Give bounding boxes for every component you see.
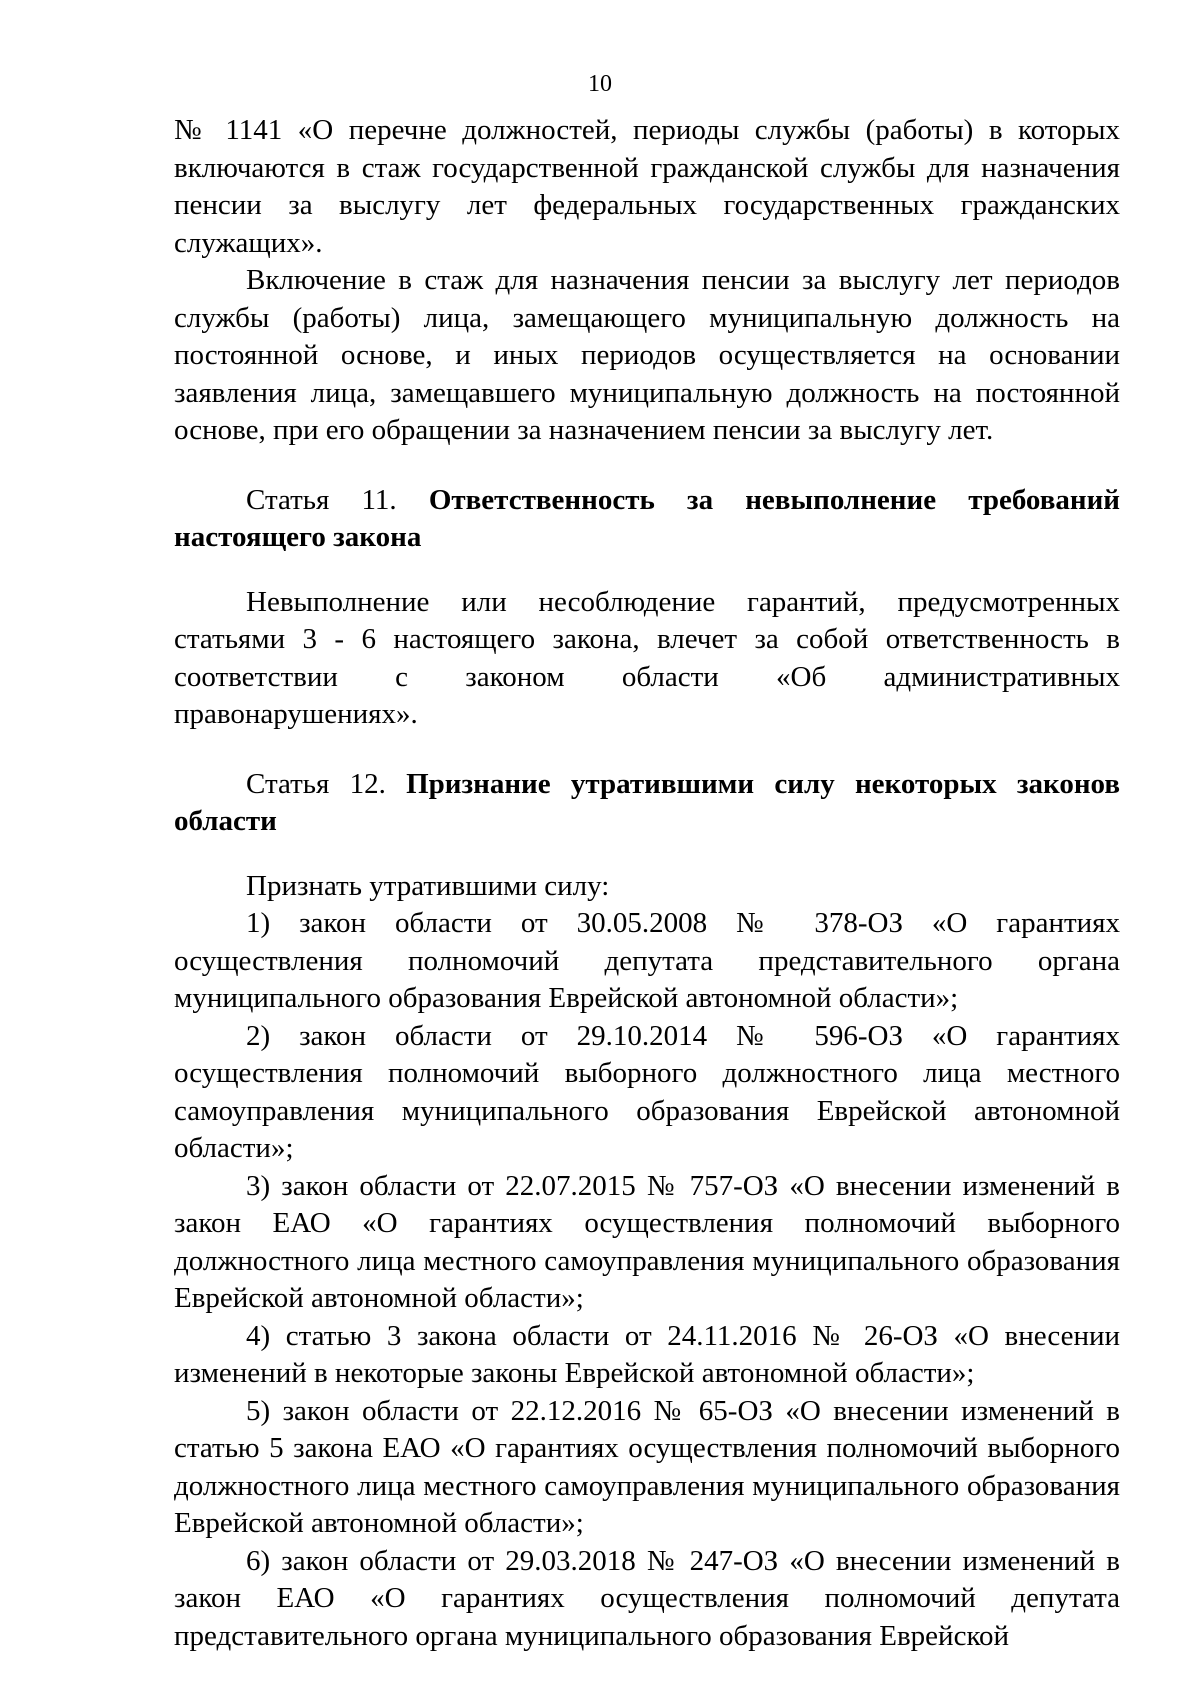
article-11-prefix: Статья 11. — [246, 483, 397, 516]
repealed-law-item-1: 1) закон области от 30.05.2008 № 378-ОЗ «О гарантиях осуществления полномочий депутата представительного органа муниципального образования Еврейской автономной области»; — [174, 907, 1120, 1014]
page-number: 10 — [588, 71, 612, 97]
article-12-heading — [174, 766, 1120, 841]
article-12-intro: Признать утратившими силу: — [246, 869, 610, 902]
repealed-law-item-5: 5) закон области от 22.12.2016 № 65-ОЗ «О внесении изменений в статью 5 закона ЕАО «О гарантиях осуществления полномочий выборного должностного лица местного самоуправления муниципального образования Еврейской автономной области»; — [174, 1394, 1120, 1539]
repealed-law-item-2: 2) закон области от 29.10.2014 № 596-ОЗ «О гарантиях осуществления полномочий выборного должностного лица местного самоуправления муниципального образования Еврейской автономной области»; — [174, 1019, 1120, 1164]
article-12-title: Признание утратившими силу некоторых законов области — [174, 767, 1120, 837]
article-11-title: Ответственность за невыполнение требований настоящего закона — [174, 483, 1121, 553]
paragraph-continuation: № 1141 «О перечне должностей, периоды службы (работы) в которых включаются в стаж государственной гражданской службы для назначения пенсии за выслугу лет федеральных государственных гражданских служащих». — [174, 114, 1120, 259]
article-11-heading — [174, 482, 1120, 557]
article-12-prefix: Статья 12. — [246, 767, 386, 800]
repealed-law-item-4: 4) статью 3 закона области от 24.11.2016 № 26-ОЗ «О внесении изменений в некоторые законы Еврейской автономной области»; — [174, 1319, 1120, 1389]
document-body — [174, 112, 1120, 1655]
article-11-body: Невыполнение или несоблюдение гарантий, предусмотренных статьями 3 - 6 настоящего закона, влечет за собой ответственность в соответствии с законом области «Об административных правонарушениях». — [174, 585, 1120, 730]
repealed-law-item-6: 6) закон области от 29.03.2018 № 247-ОЗ «О внесении изменений в закон ЕАО «О гарантиях осуществления полномочий депутата представительного органа муниципального образования Еврейской — [174, 1544, 1120, 1652]
repealed-law-item-3: 3) закон области от 22.07.2015 № 757-ОЗ «О внесении изменений в закон ЕАО «О гарантиях осуществления полномочий выборного должностного лица местного самоуправления муниципального образования Еврейской автономной области»; — [174, 1169, 1120, 1314]
paragraph-seniority-inclusion: Включение в стаж для назначения пенсии за выслугу лет периодов службы (работы) лица, замещающего муниципальную должность на постоянной основе, и иных периодов осуществляется на основании заявления лица, замещавшего муниципальную должность на постоянной основе, при его обращении за назначением пенсии за выслугу лет. — [174, 264, 1120, 446]
